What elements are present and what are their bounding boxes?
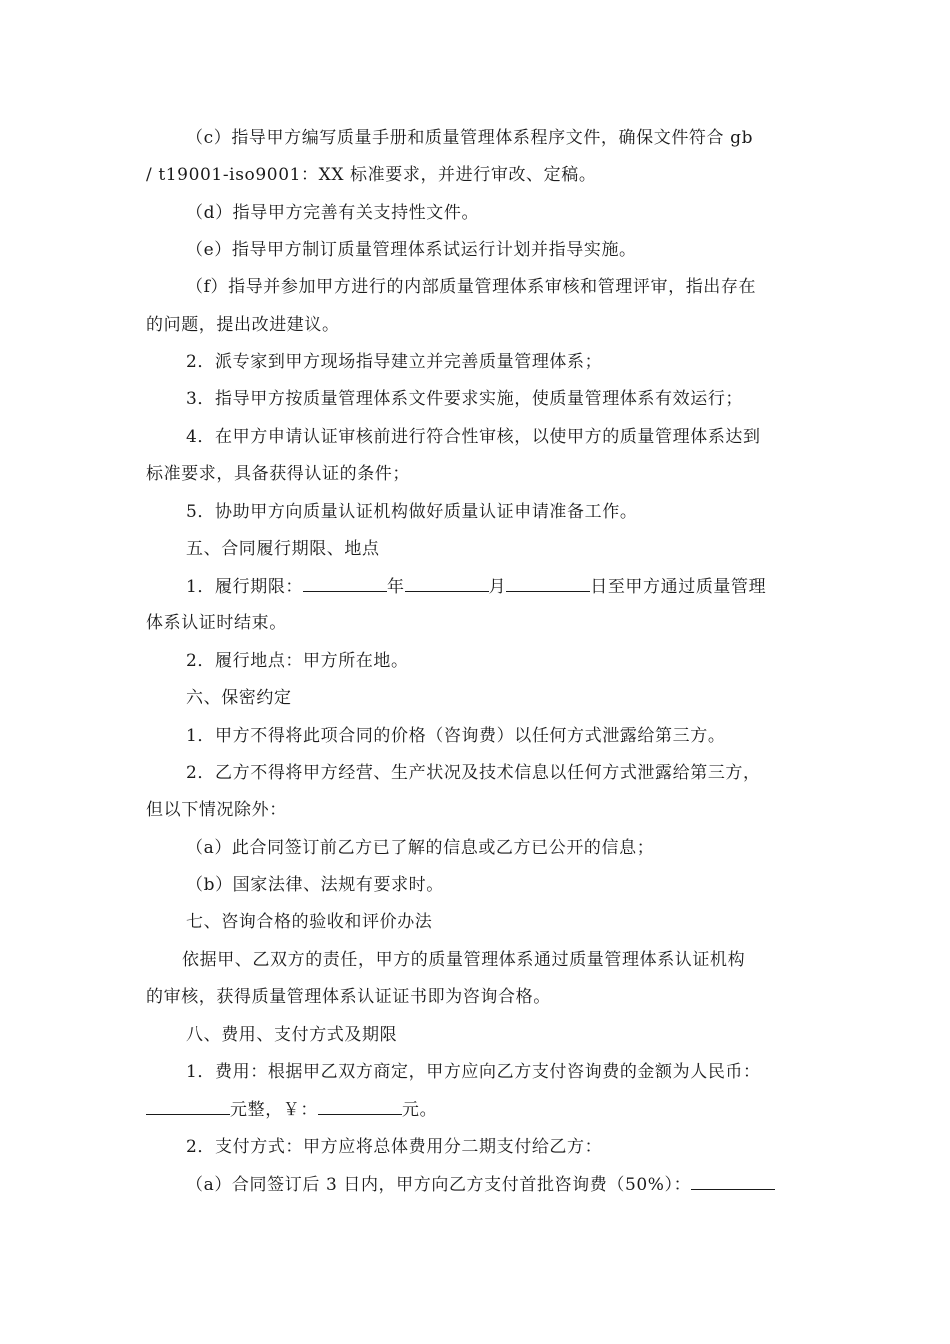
section-6-heading: 六、保密约定	[186, 688, 292, 708]
item-4-line2: 标准要求，具备获得认证的条件；	[146, 464, 410, 484]
clause-c-line2: / t19001-iso9001：XX 标准要求，并进行审改、定稿。	[146, 165, 597, 185]
fee-yuan: 元。	[402, 1100, 438, 1120]
exception-a: （a）此合同签订前乙方已了解的信息或乙方已公开的信息；	[186, 838, 655, 858]
item-3: 3．指导甲方按质量管理体系文件要求实施，使质量管理体系有效运行；	[186, 389, 744, 409]
payment-a	[186, 1173, 775, 1196]
clause-c-line1: （c）指导甲方编写质量手册和质量管理体系程序文件，确保文件符合 gb	[186, 128, 754, 148]
term-prefix: 1．履行期限：	[186, 577, 304, 597]
secrecy-1: 1．甲方不得将此项合同的价格（咨询费）以任何方式泄露给第三方。	[186, 726, 726, 746]
term-month-label: 月	[488, 577, 507, 597]
fee-line1: 1．费用：根据甲乙双方商定，甲方应向乙方支付咨询费的金额为人民币：	[186, 1062, 761, 1082]
section-7-heading: 七、咨询合格的验收和评价办法	[186, 912, 433, 932]
clause-f-line1: （f）指导并参加甲方进行的内部质量管理体系审核和管理评审，指出存在	[186, 277, 757, 297]
first-payment-blank[interactable]	[691, 1173, 775, 1190]
section-8-heading: 八、费用、支付方式及期限	[186, 1025, 398, 1045]
term-suffix: 日至甲方通过质量管理	[590, 577, 767, 597]
place-line: 2．履行地点：甲方所在地。	[186, 651, 409, 671]
item-5: 5．协助甲方向质量认证机构做好质量认证申请准备工作。	[186, 502, 638, 522]
acceptance-line2: 的审核，获得质量管理体系认证证书即为咨询合格。	[146, 987, 551, 1007]
section-5-heading: 五、合同履行期限、地点	[186, 539, 380, 559]
clause-f-line2: 的问题，提出改进建议。	[146, 315, 340, 335]
secrecy-2-line2: 但以下情况除外：	[146, 800, 287, 820]
year-blank[interactable]	[303, 575, 387, 592]
term-line	[186, 575, 766, 598]
exception-b: （b）国家法律、法规有要求时。	[186, 875, 444, 895]
item-2: 2．派专家到甲方现场指导建立并完善质量管理体系；	[186, 352, 603, 372]
acceptance-line1: 依据甲、乙双方的责任，甲方的质量管理体系通过质量管理体系认证机构	[182, 950, 746, 970]
month-blank[interactable]	[405, 575, 489, 592]
payment-method: 2．支付方式：甲方应将总体费用分二期支付给乙方：	[186, 1137, 603, 1157]
amount-number-blank[interactable]	[318, 1098, 402, 1115]
clause-e: （e）指导甲方制订质量管理体系试运行计划并指导实施。	[186, 240, 637, 260]
payment-a-text: （a）合同签订后 3 日内，甲方向乙方支付首批咨询费（50%）：	[186, 1175, 692, 1195]
term-year-label: 年	[387, 577, 405, 597]
fee-yuan-whole: 元整，￥：	[230, 1100, 318, 1120]
item-4-line1: 4．在甲方申请认证审核前进行符合性审核，以使甲方的质量管理体系达到	[186, 427, 761, 447]
day-blank[interactable]	[506, 575, 590, 592]
term-line2: 体系认证时结束。	[146, 613, 287, 633]
fee-line2	[146, 1098, 437, 1121]
amount-words-blank[interactable]	[146, 1098, 230, 1115]
secrecy-2-line1: 2．乙方不得将甲方经营、生产状况及技术信息以任何方式泄露给第三方，	[186, 763, 761, 783]
clause-d: （d）指导甲方完善有关支持性文件。	[186, 203, 480, 223]
